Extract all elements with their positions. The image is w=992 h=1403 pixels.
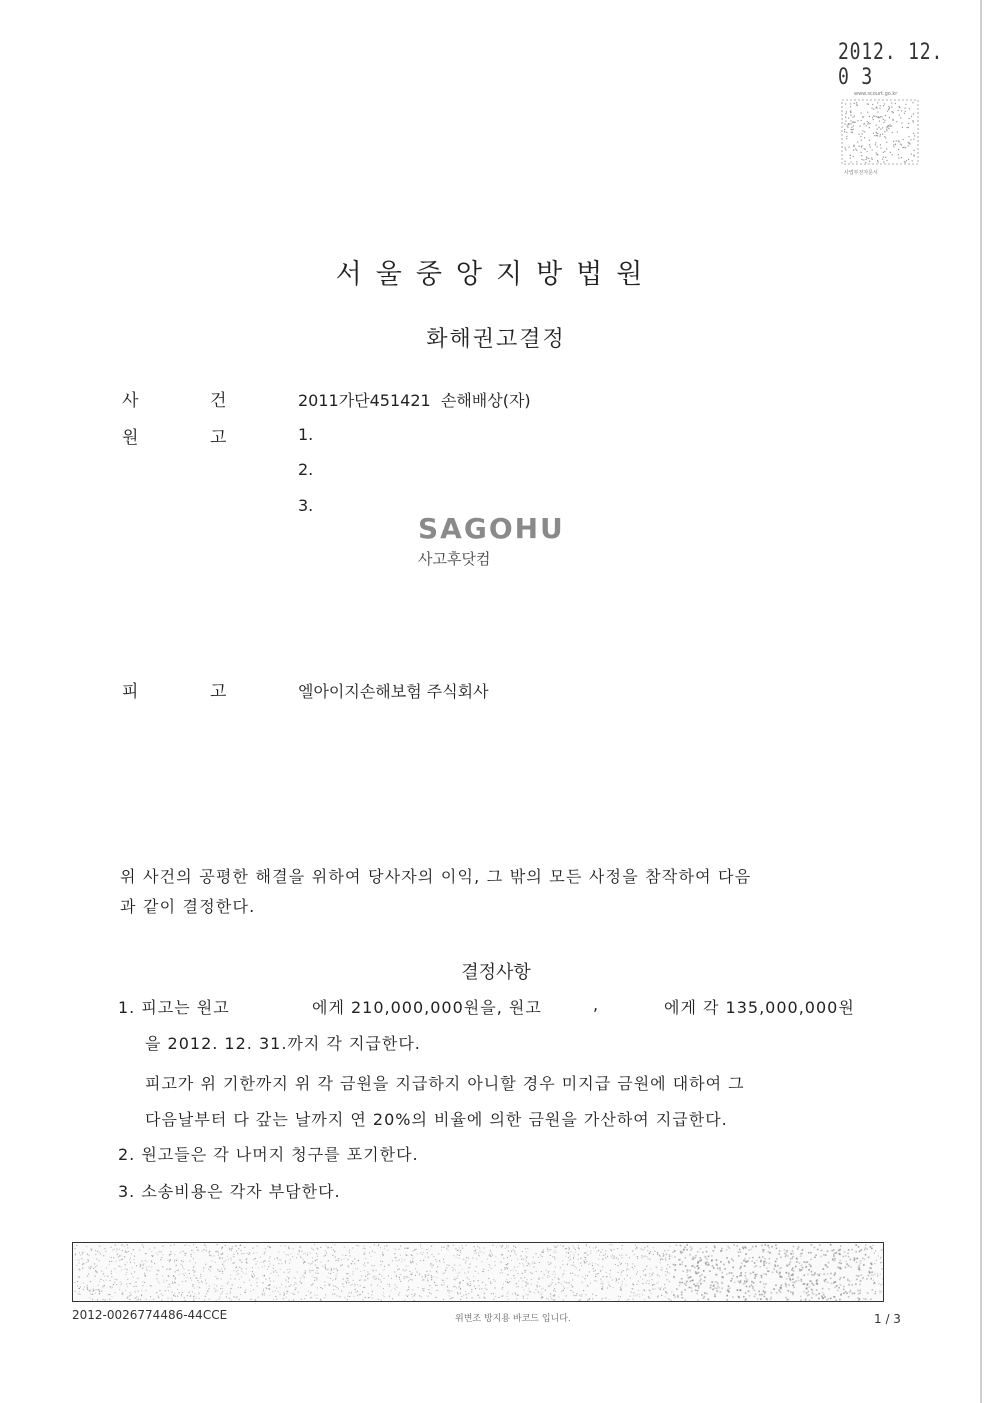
qr-caption-bottom: 사법부전자문서 [844,170,878,176]
anti-forgery-barcode-band [72,1242,884,1302]
sagohu-watermark-subtext: 사고후닷컴 [418,550,491,568]
document-issue-code: 2012-0026774486-44CCE [72,1308,228,1322]
plaintiff-label-char-2: 고 [210,428,227,448]
ruling-3: 3. 소송비용은 각자 부담한다. [118,1182,341,1201]
noise-pattern [72,1242,884,1302]
ruling-heading: 결정사항 [461,962,531,983]
plaintiff-item-3: 3. [298,496,314,515]
ruling-1-part-c: , [593,995,600,1014]
ruling-1-part-d: 에게 각 135,000,000원 [664,998,855,1017]
ruling-1-part-b: 에게 210,000,000원을, 원고 [312,998,542,1017]
qr-code-image [840,88,920,178]
ruling-1-part-a: 1. 피고는 원고 [118,998,230,1017]
qr-caption-top: www.scourt.go.kr [854,91,898,97]
document-title: 화해권고결정 [426,327,566,352]
page-edge-line [980,0,982,1403]
case-number: 2011가단451421 손해배상(자) [298,391,531,410]
case-label-char-1: 사 [122,391,139,411]
sagohu-watermark-logo: SAGOHU [418,512,565,545]
plaintiff-item-1: 1. [298,425,314,444]
ruling-1-line-2: 을 2012. 12. 31.까지 각 지급한다. [145,1034,421,1053]
court-name: 서울중앙지방법원 [335,259,657,290]
receipt-stamp-date: 2012. 12. 0 3 [838,40,944,90]
barcode-note: 위변조 방지용 바코드 입니다. [455,1314,571,1324]
preamble-line-1: 위 사건의 공평한 해결을 위하여 당사자의 이익, 그 밖의 모든 사정을 참작하여 다음 [120,867,752,886]
defendant-label-char-2: 고 [210,682,227,702]
plaintiff-item-2: 2. [298,460,314,479]
ruling-2: 2. 원고들은 각 나머지 청구를 포기한다. [118,1145,419,1164]
preamble-paragraph [120,862,860,922]
ruling-1-line-4: 다음날부터 다 갚는 날까지 연 20%의 비율에 의한 금원을 가산하여 지급한다. [145,1110,728,1129]
defendant-label-char-1: 피 [122,682,139,702]
case-label-char-2: 건 [210,391,227,411]
preamble-line-2: 과 같이 결정한다. [120,897,256,916]
page-number: 1 / 3 [874,1312,901,1326]
anti-forgery-qr-code [840,88,920,178]
defendant-name: 엘아이지손해보험 주식회사 [298,682,489,701]
ruling-1-line-3: 피고가 위 기한까지 위 각 금원을 지급하지 아니할 경우 미지급 금원에 대하여 그 [145,1074,745,1093]
plaintiff-label-char-1: 원 [122,428,139,448]
